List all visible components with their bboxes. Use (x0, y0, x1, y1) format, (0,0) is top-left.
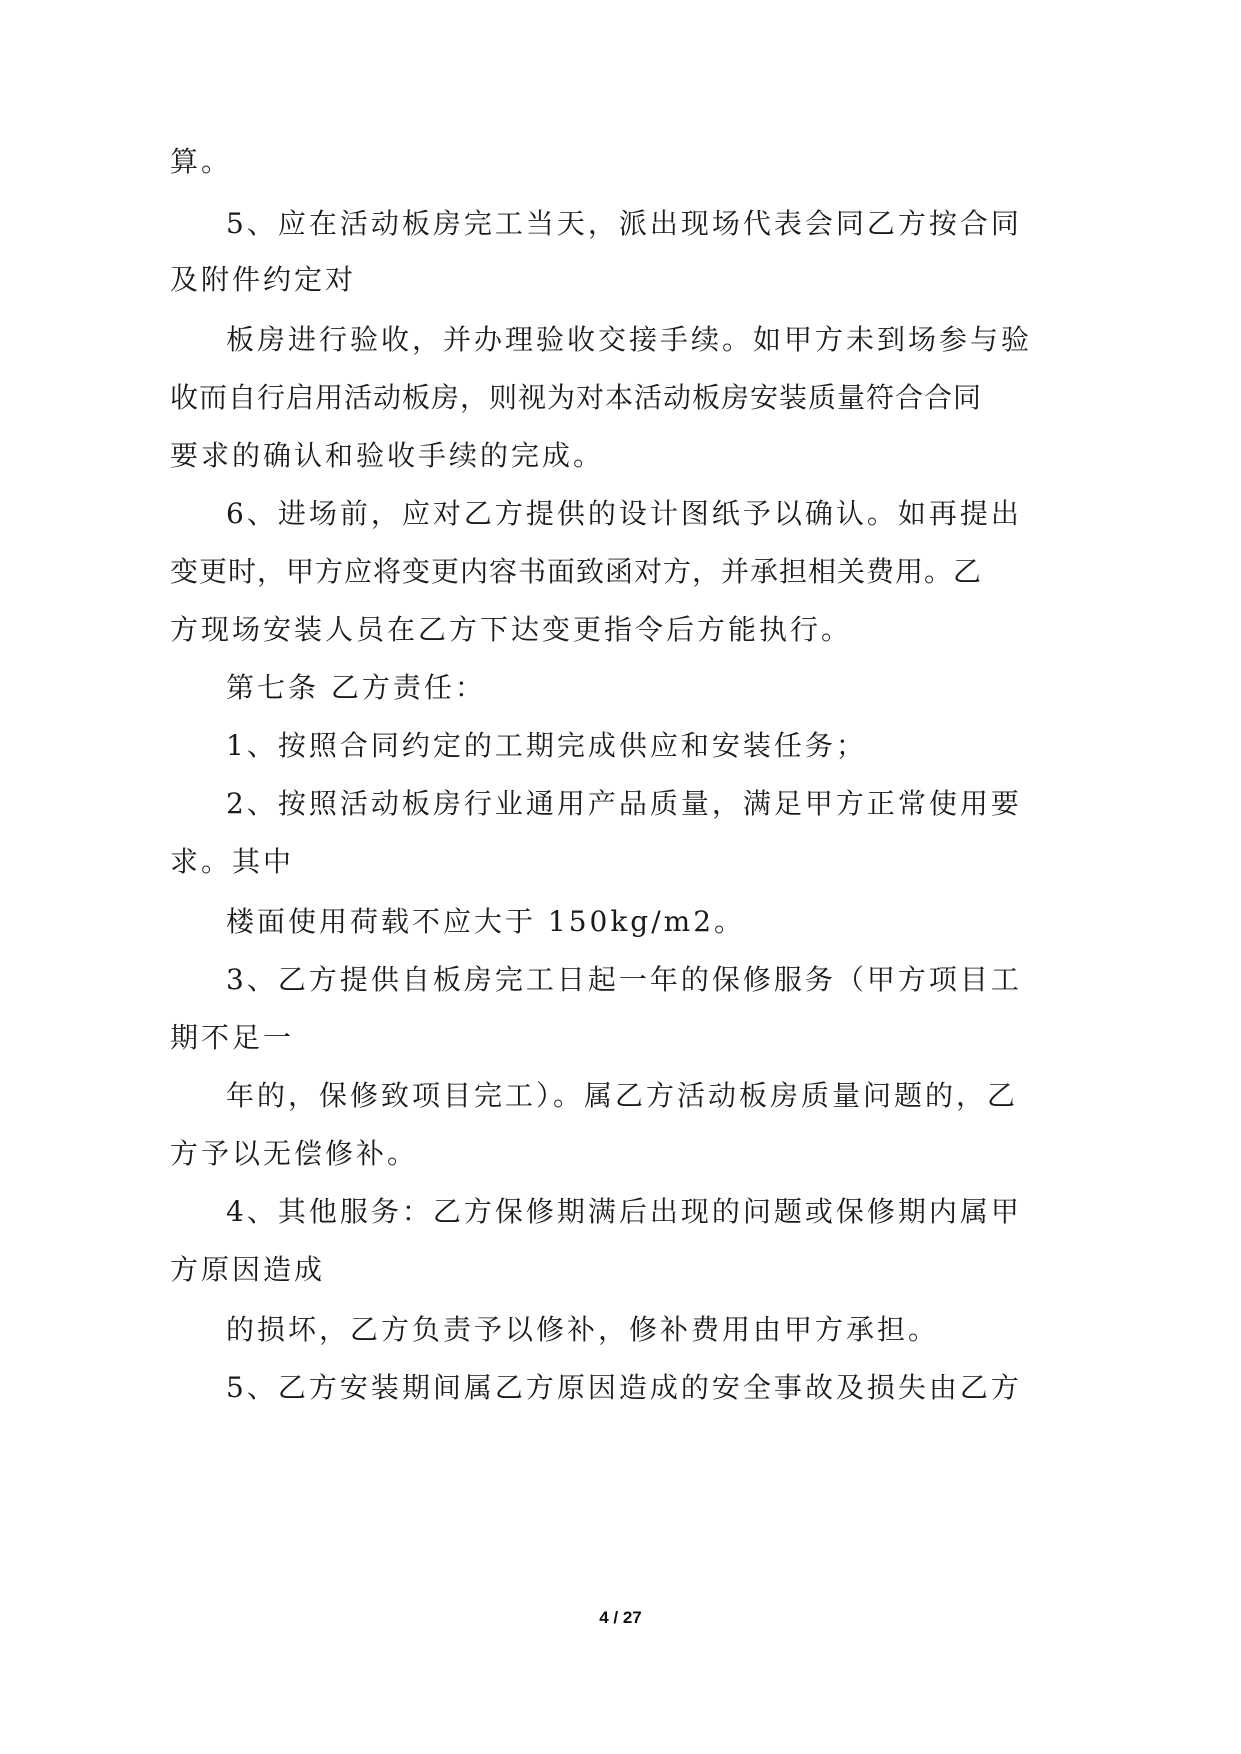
text-line: 3、乙方提供自板房完工日起一年的保修服务（甲方项目工 (226, 963, 1022, 996)
text-line: 6、进场前，应对乙方提供的设计图纸予以确认。如再提出 (226, 497, 1022, 530)
text-line: 方现场安装人员在乙方下达变更指令后方能执行。 (170, 613, 853, 646)
text-line: 1、按照合同约定的工期完成供应和安装任务； (226, 729, 867, 762)
text-line: 变更时，甲方应将变更内容书面致函对方，并承担相关费用。乙 (170, 555, 983, 588)
text-line: 方予以无偿修补。 (170, 1137, 419, 1170)
section-heading: 第七条 乙方责任： (226, 671, 486, 704)
text-line: 及附件约定对 (170, 263, 357, 296)
text-line: 5、应在活动板房完工当天，派出现场代表会同乙方按合同 (226, 207, 1022, 240)
text-line: 期不足一 (170, 1021, 295, 1054)
text-line: 方原因造成 (170, 1253, 326, 1286)
text-line: 年的，保修致项目完工）。属乙方活动板房质量问题的，乙 (226, 1079, 1019, 1112)
text-line: 收而自行启用活动板房，则视为对本活动板房安装质量符合合同 (170, 381, 983, 414)
text-line: 板房进行验收，并办理验收交接手续。如甲方未到场参与验 (226, 323, 1033, 356)
text-line: 5、乙方安装期间属乙方原因造成的安全事故及损失由乙方 (226, 1371, 1022, 1404)
page-number: 4 / 27 (599, 1608, 642, 1627)
text-line: 4、其他服务：乙方保修期满后出现的问题或保修期内属甲 (226, 1195, 1022, 1228)
text-line: 算。 (170, 145, 233, 178)
text-line: 要求的确认和验收手续的完成。 (170, 439, 605, 472)
text-line: 楼面使用荷载不应大于 150kg/m2。 (226, 905, 746, 938)
text-line: 求。其中 (170, 845, 295, 878)
text-line: 2、按照活动板房行业通用产品质量，满足甲方正常使用要 (226, 787, 1022, 820)
text-line: 的损坏，乙方负责予以修补，修补费用由甲方承担。 (226, 1313, 940, 1346)
